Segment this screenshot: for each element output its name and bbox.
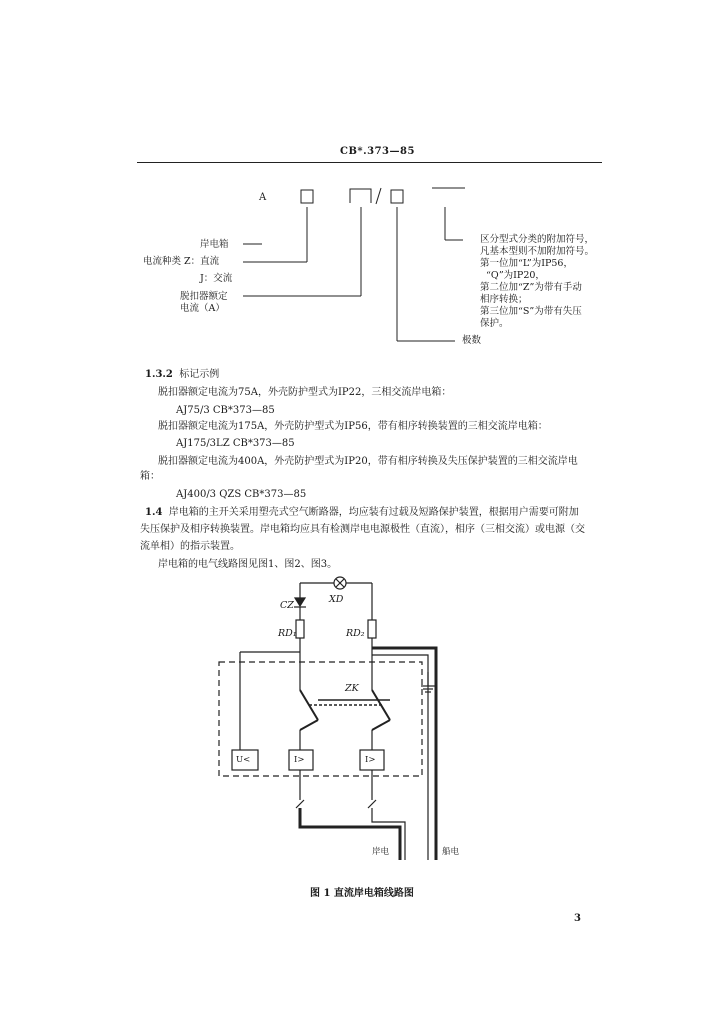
example-3-code: AJ400/3 QZS CB*373—85: [176, 489, 307, 500]
label-current-type: 电流种类 Z：直流: [143, 256, 220, 267]
page-number: 3: [574, 913, 581, 924]
standard-number: CB*.373—85: [340, 146, 415, 157]
suffix-note-7: 第三位加“S”为带有失压: [480, 306, 582, 317]
ship-cable: [372, 648, 436, 860]
suffix-note-2: 凡基本型则不加附加符号。: [480, 246, 595, 257]
suffix-note-5: 第二位加“Z”为带有手动: [480, 282, 582, 293]
example-3-desc-1: 脱扣器额定电流为400A，外壳防护型式为IP20，带有相序转换及失压保护装置的三相交流岸电: [158, 456, 578, 467]
example-3-desc-2: 箱：: [140, 471, 160, 482]
label-i-relay-1: I>: [294, 755, 305, 765]
example-2-desc: 脱扣器额定电流为175A，外壳防护型式为IP56，带有相序转换装置的三相交流岸电箱：: [158, 421, 548, 432]
example-1-desc: 脱扣器额定电流为75A，外壳防护型式为IP22，三相交流岸电箱：: [158, 387, 452, 398]
label-ship-power: 船电: [442, 847, 460, 857]
section-1-4-line-2: 失压保护及相序转换装置。岸电箱均应具有检测岸电电源极性（直流），相序（三相交流）或电源（交: [140, 524, 585, 535]
suffix-note-6: 相序转换；: [480, 294, 528, 305]
section-1-3-2-heading: [145, 368, 219, 382]
label-rd2: RD₂: [346, 628, 365, 639]
suffix-note-4: “Q”为IP20，: [486, 270, 545, 281]
label-trip-rating-2: 电流（A）: [180, 303, 225, 314]
designation-diagram: [0, 0, 724, 360]
example-1-code: AJ75/3 CB*373—85: [176, 405, 275, 416]
suffix-note-8: 保护。: [480, 318, 509, 329]
suffix-note-1: 区分型式分类的附加符号，: [480, 234, 595, 245]
label-trip-rating-1: 脱扣器额定: [180, 291, 228, 302]
suffix-note-3: 第一位加“L”为IP56，: [480, 258, 573, 269]
label-i-relay-2: I>: [365, 755, 376, 765]
label-xd: XD: [329, 594, 344, 605]
section-1-4-line-1: [145, 506, 579, 520]
label-ac: J：交流: [200, 273, 233, 284]
label-cz: CZ: [280, 600, 294, 611]
example-2-code: AJ175/3LZ CB*373—85: [176, 438, 295, 449]
diode-cz: [295, 598, 305, 606]
section-number: 1.4: [145, 507, 163, 518]
section-number: 1.3.2: [145, 369, 173, 380]
ship-cable-return: [372, 655, 428, 860]
label-poles: 极数: [462, 335, 482, 346]
fuse-rd1: [296, 620, 304, 638]
section-1-4-line-3: 流单相）的指示装置。: [140, 541, 240, 552]
fuse-rd2: [368, 620, 376, 638]
box-current-type: [301, 190, 313, 203]
section-title: 标记示例: [179, 369, 220, 380]
label-zk: ZK: [345, 683, 359, 694]
section-1-4-text: 岸电箱的主开关采用塑壳式空气断路器，均应装有过载及短路保护装置，根据用户需要可附加: [168, 507, 579, 518]
box-rating: [350, 189, 371, 203]
label-shore-box: 岸电箱: [200, 239, 229, 250]
label-u-relay: U<: [236, 755, 251, 765]
section-1-4-line-4: 岸电箱的电气线路图见图1、图2、图3。: [158, 559, 338, 570]
label-rd1: RD₁: [278, 628, 297, 639]
figure-caption: 图 1 直流岸电箱线路图: [310, 888, 414, 899]
label-shore-power: 岸电: [372, 847, 390, 857]
box-poles: [391, 190, 403, 203]
designation-prefix: A: [259, 192, 267, 203]
lamp-xd: [334, 577, 346, 589]
